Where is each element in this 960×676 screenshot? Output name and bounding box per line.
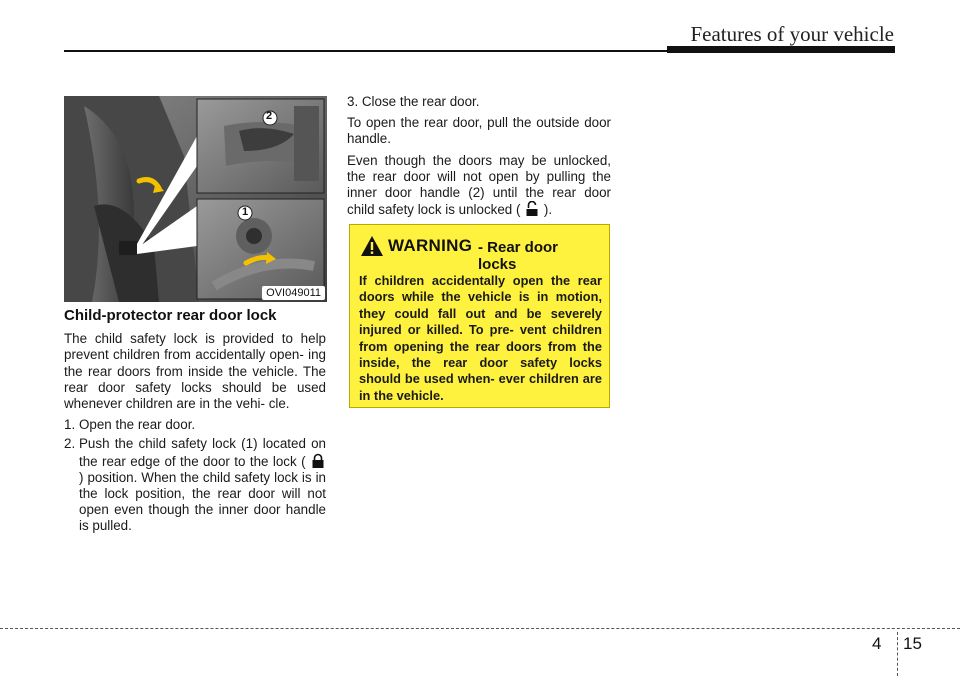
footer-separator (897, 632, 898, 676)
step-2-text-after: ) position. When the child safety lock is in the lock position, the rear door will not open even though the inner door handle is pulled. (79, 469, 326, 534)
header-rule (64, 50, 667, 52)
door-lock-illustration (64, 96, 327, 302)
page-number: 15 (903, 634, 922, 653)
intro-paragraph: The child safety lock is provided to help prevent children from accidentally open- ing the rear doors from inside the vehicle. The rear door safety locks should be used whenever children are in the vehi- cle. (64, 331, 326, 412)
step-number: 1. (64, 417, 76, 433)
unlock-text-after: ). (543, 202, 553, 218)
warning-subject: - Rear door locks (478, 239, 559, 273)
callout-1-label: 1 (242, 206, 249, 218)
header-bar (667, 46, 895, 53)
step-1 (64, 417, 326, 433)
step-3: 3. Close the rear door. (347, 94, 480, 109)
unlocked-padlock-icon (524, 201, 540, 217)
footer-rule (0, 628, 960, 629)
warning-label: WARNING (388, 236, 473, 255)
step-text (79, 436, 326, 534)
unlock-paragraph (347, 153, 611, 219)
step-number: 2. (64, 436, 76, 452)
step-text: Open the rear door. (79, 417, 196, 433)
warning-box (349, 224, 610, 408)
open-door-paragraph: To open the rear door, pull the outside door handle. (347, 115, 611, 147)
right-column (347, 94, 611, 223)
section-heading: Child-protector rear door lock (64, 307, 277, 324)
locked-padlock-icon (310, 453, 326, 469)
step-2 (64, 436, 326, 534)
step-2-text-before: Push the child safety lock (1) located on the rear edge of the door to the lock ( (79, 436, 326, 469)
figure-code: OVI049011 (262, 286, 325, 300)
door-illustration-graphic (64, 96, 327, 302)
warning-body: If children accidentally open the rear doors while the vehicle is in motion, they could fall out and be severely injured or killed. To pre- vent children from opening the rear doors from the inside, the rear door safety locks should be used when- ever children are in the vehicle. (359, 273, 602, 403)
warning-triangle-icon (360, 235, 384, 257)
unlock-text-before: Even though the doors may be unlocked, the rear door will not open by pulling the inner door handle (2) until the rear door child safety lock is unlocked ( (347, 152, 611, 218)
left-column (64, 308, 326, 538)
callout-2-label: 2 (266, 110, 273, 122)
section-title: Features of your vehicle (690, 22, 894, 46)
chapter-number: 4 (872, 634, 882, 653)
